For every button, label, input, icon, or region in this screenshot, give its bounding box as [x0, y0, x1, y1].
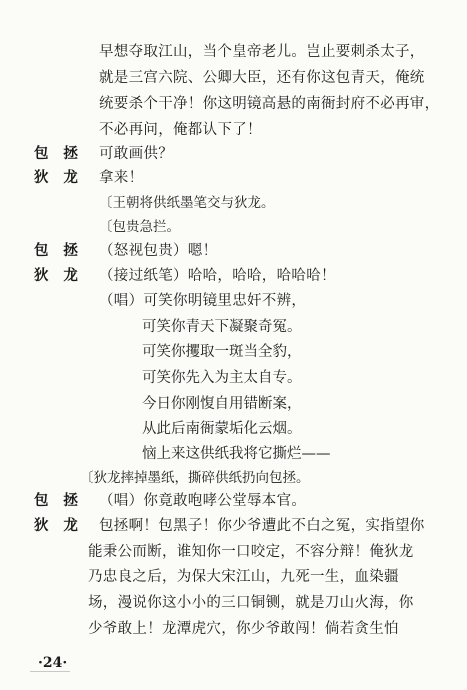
text-line: 少爷敢上！龙潭虎穴，你少爷敢闯！倘若贪生怕 [88, 621, 399, 637]
text-line: 不必再问，俺都认下了！ [99, 122, 262, 138]
speaker-label: 狄 龙 [34, 267, 79, 284]
text-line: 早想夺取江山，当个皇帝老儿。岂止要刺杀太子， [99, 44, 425, 60]
text-line: 场，漫说你这小小的三口铜铡，就是刀山火海，你 [88, 595, 414, 611]
page-number-rule [30, 671, 70, 672]
verse-line: 可笑你先入为主太自专。 [142, 370, 302, 386]
verse-line: 从此后南衙蒙垢化云烟。 [142, 421, 302, 437]
dialog-text: （接过纸笔）哈哈，哈哈，哈哈哈！ [99, 268, 336, 284]
stage-direction: 〔王朝将供纸墨笔交与狄龙。 [99, 195, 275, 211]
speaker-label: 包 拯 [34, 492, 79, 509]
text-line: 统要杀个干净！你这明镜高悬的南衙封府不必再审， [99, 96, 440, 112]
speaker-label: 狄 龙 [34, 169, 79, 186]
page-number: ·24· [38, 655, 68, 671]
verse-line: 恼上来这供纸我将它撕烂—— [142, 446, 331, 462]
dialog-text: 包拯啊！包黑子！你少爷遭此不白之冤，实指望你 [99, 518, 425, 534]
verse-line: 可笑你攫取一斑当全豹， [142, 344, 302, 360]
text-line: 就是三宫六院、公卿大臣，还有你这包青天，俺统 [99, 70, 425, 86]
dialog-text: 拿来！ [99, 170, 144, 186]
text-line: 乃忠良之后，为保大宋江山，九死一生，血染疆 [88, 569, 399, 585]
verse-line: 可笑你青天下凝聚奇冤。 [142, 319, 302, 335]
dialog-text: 可敢画供？ [99, 146, 173, 162]
stage-direction: 〔包贵急拦。 [99, 219, 180, 235]
stage-direction: 〔狄龙摔掉墨纸，撕碎供纸扔向包拯。 [80, 470, 310, 486]
sing-intro: （唱）可笑你明镜里忠奸不辨， [99, 293, 307, 309]
speaker-label: 狄 龙 [34, 517, 79, 534]
dialog-text: （怒视包贵）嗯！ [99, 243, 218, 259]
text-line: 能秉公而断，谁知你一口咬定，不容分辩！俺狄龙 [88, 544, 414, 560]
verse-line: 今日你刚愎自用错断案， [142, 396, 302, 412]
speaker-label: 包 拯 [34, 145, 79, 162]
speaker-label: 包 拯 [34, 242, 79, 259]
dialog-text: （唱）你竟敢咆哮公堂辱本官。 [99, 493, 307, 509]
